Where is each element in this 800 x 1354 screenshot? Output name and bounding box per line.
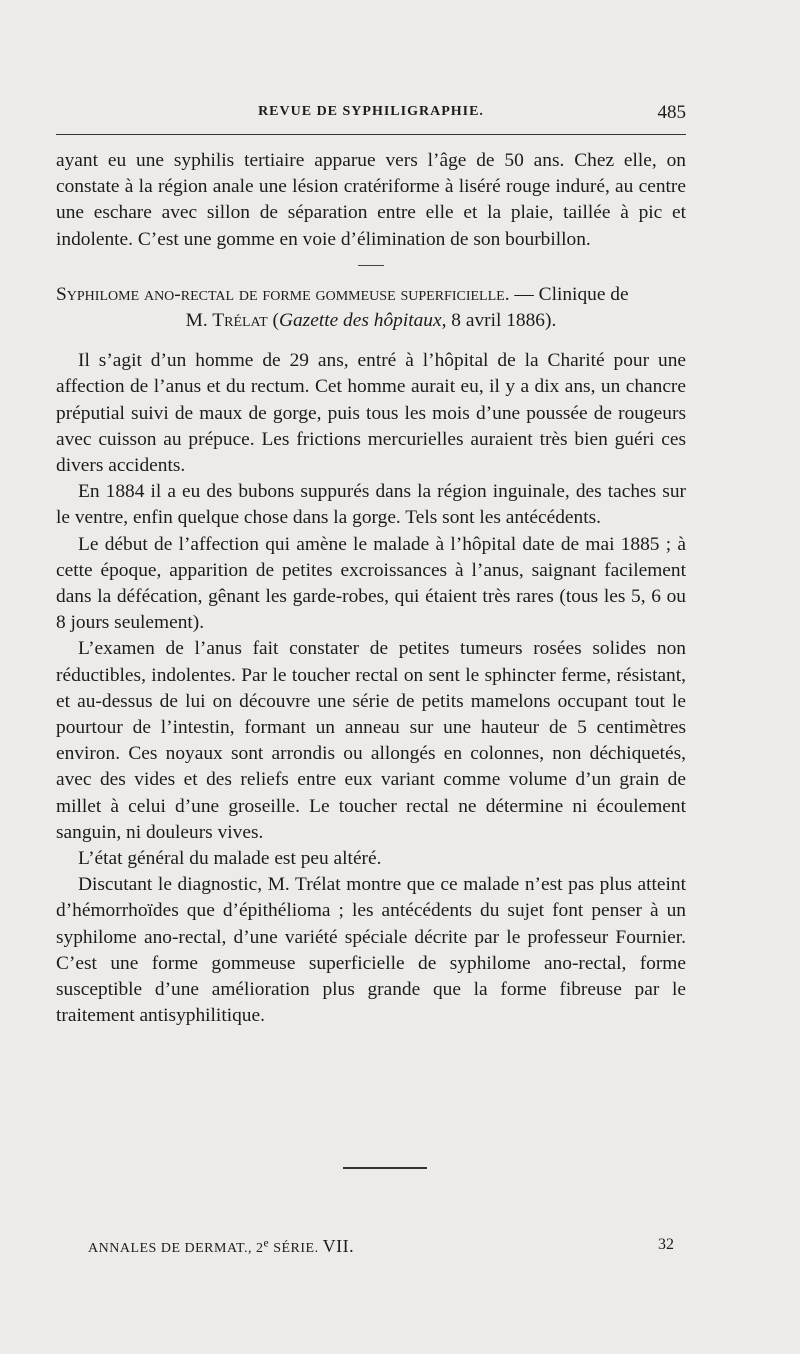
section-divider xyxy=(358,265,384,266)
paragraph-2: Il s’agit d’un homme de 29 ans, entré à l’hôpital de la Charité pour une affection de l’anus et du rectum. Cet homme aurait eu, il y a dix ans, un chancre préputial suivi de maux de gorge, puis tous les mois d’une poussée de rougeurs avec cuisson au prépuce. Les frictions mercurielles auraient très bien guéri ces divers accidents. xyxy=(56,350,686,477)
page-footer xyxy=(56,1236,686,1258)
footer-journal xyxy=(88,1236,354,1257)
paragraph-5: L’examen de l’anus fait constater de petites tumeurs rosées solides non réductibles, indolentes. Par le toucher rectal on sent le sphincter ferme, résistant, et au-dessus de lui on découvre une série de petits mamelons occupant tout le pourtour de l’intestin, formant un anneau sur une hauteur de 5 centimètres environ. Ces noyaux sont arrondis ou allongés en colonnes, non déchiquetés, avec des vides et des reliefs entre eux variant comme volume d’un grain de millet à celui d’une groseille. Le toucher rectal ne détermine ni écoulement sanguin, ni douleurs vives. xyxy=(56,638,686,843)
page-number: 485 xyxy=(657,102,686,123)
footer-volume: VII. xyxy=(322,1236,355,1256)
section-title-suffix: — Clinique de xyxy=(509,283,629,305)
section-source-open: ( xyxy=(267,310,279,332)
paragraph-3: En 1884 il a eu des bubons suppurés dans la région inguinale, des taches sur le ventre, enfin quelque chose dans la gorge. Tels sont les antécédents. xyxy=(56,481,686,529)
paragraph-6: L’état général du malade est peu altéré. xyxy=(78,848,382,870)
header-rule xyxy=(56,134,686,135)
end-rule xyxy=(343,1167,427,1169)
section-title xyxy=(56,282,686,334)
section-source-journal: Gazette des hôpitaux, xyxy=(278,310,447,332)
footer-signature: 32 xyxy=(658,1236,674,1253)
paragraph-1: ayant eu une syphilis tertiaire apparue vers l’âge de 50 ans. Chez elle, on constate à la région anale une lésion cratériforme à liséré rouge induré, au centre une eschare avec sillon de séparation entre elle et la plaie, taillée à pic et indolente. C’est une gomme en voie d’élimination de son bourbillon. xyxy=(56,150,686,250)
section-title-line2 xyxy=(56,308,686,334)
paragraph-4: Le début de l’affection qui amène le malade à l’hôpital date de mai 1885 ; à cette époque, apparition de petites excroissances à l’anus, saignant facilement dans la défécation, gênant les garde-robes, qui étaient très rares (tous les 5, 6 ou 8 jours seulement). xyxy=(56,533,686,634)
section-title-main: Syphilome ano-rectal de forme gommeuse superficielle. xyxy=(56,283,510,305)
footer-journal-series: SÉRIE. xyxy=(269,1241,319,1256)
paragraph-7: Discutant le diagnostic, M. Trélat montre que ce malade n’est pas plus atteint d’hémorrhoïdes que d’épithélioma ; les antécédents du sujet font penser à un syphilome ano-rectal, d’une variété spéciale décrite par le professeur Fournier. C’est une forme gommeuse superficielle de syphilome ano-rectal, forme susceptible d’une amélioration plus grande que la forme fibreuse par le traitement antisyphilitique. xyxy=(56,874,686,1027)
section-source-date: 8 avril 1886). xyxy=(446,310,557,332)
page-header xyxy=(56,104,686,128)
footer-journal-name: ANNALES DE DERMAT., 2 xyxy=(88,1241,264,1256)
article-body xyxy=(56,148,686,1030)
footer-journal-sup: e xyxy=(263,1236,270,1250)
running-title: REVUE DE SYPHILIGRAPHIE. xyxy=(258,104,484,119)
section-author: M. Trélat xyxy=(185,310,268,332)
